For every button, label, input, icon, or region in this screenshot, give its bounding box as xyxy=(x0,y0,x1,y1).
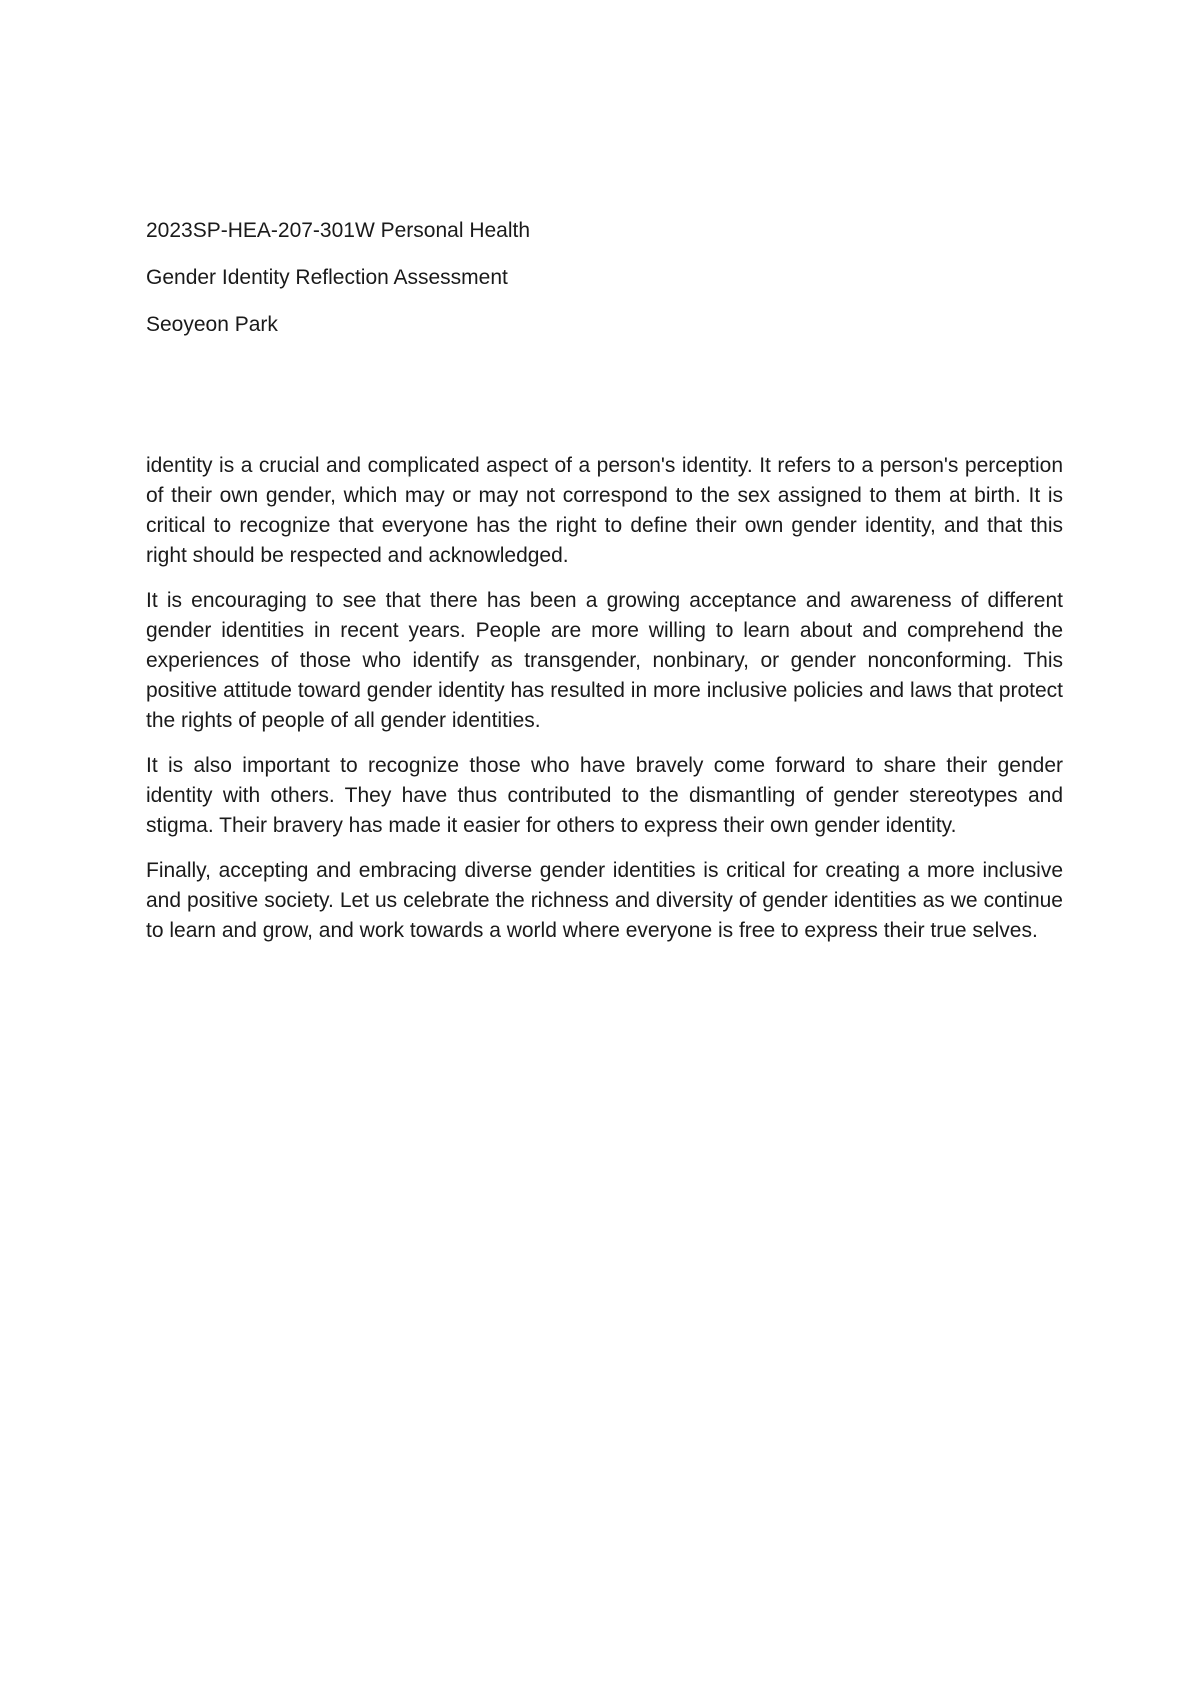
paragraph-4: Finally, accepting and embracing diverse gender identities is critical for creating a more inclusive and positive society. Let us celebrate the richness and diversity of gender identities as we continue to learn and grow, and work towards a world where everyone is free to express their true selves. xyxy=(146,859,1063,942)
document-header xyxy=(146,218,1066,359)
author-name: Seoyeon Park xyxy=(146,313,278,336)
course-title: 2023SP-HEA-207-301W Personal Health xyxy=(146,219,531,242)
paragraph-2: It is encouraging to see that there has been a growing acceptance and awareness of different gender identities in recent years. People are more willing to learn about and comprehend the experiences of those who identify as transgender, nonbinary, or gender nonconforming. This positive attitude toward gender identity has resulted in more inclusive policies and laws that protect the rights of people of all gender identities. xyxy=(146,589,1063,732)
paragraph-1: identity is a crucial and complicated aspect of a person's identity. It refers to a person's perception of their own gender, which may or may not correspond to the sex assigned to them at birth. It is critical to recognize that everyone has the right to define their own gender identity, and that this right should be respected and acknowledged. xyxy=(146,454,1063,567)
assignment-title: Gender Identity Reflection Assessment xyxy=(146,266,508,289)
paragraph-3: It is also important to recognize those who have bravely come forward to share their gender identity with others. They have thus contributed to the dismantling of gender stereotypes and stigma. Their bravery has made it easier for others to express their own gender identity. xyxy=(146,754,1063,837)
document-body xyxy=(146,451,1063,961)
